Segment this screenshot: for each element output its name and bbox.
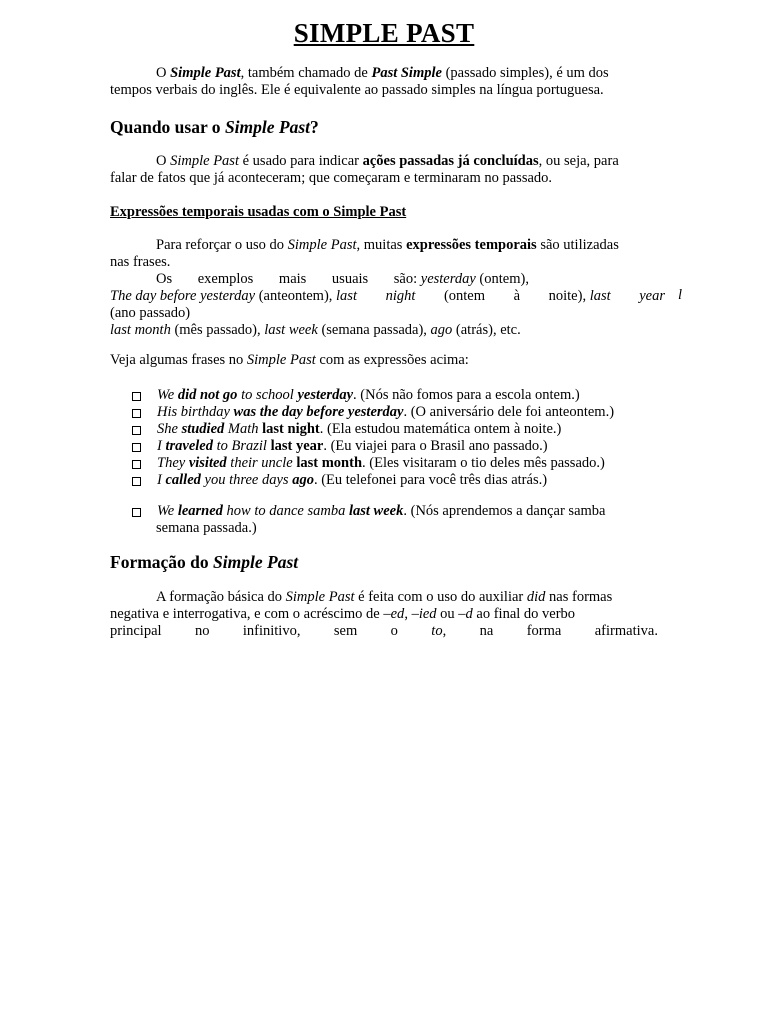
text: their uncle [226, 455, 297, 471]
text: visited [188, 455, 227, 471]
text: principal [110, 623, 162, 639]
text: Simple Past [224, 117, 311, 137]
text: year [639, 288, 665, 304]
text: A formação básica do [156, 589, 286, 605]
checkbox-square-icon [132, 508, 141, 517]
text: infinitivo, [242, 623, 301, 639]
text: Simple Past [170, 153, 239, 169]
examples-intro-line [110, 352, 665, 369]
text: yesterday [420, 271, 476, 287]
text: nas formas [545, 589, 613, 605]
text: forma [526, 623, 562, 639]
text: last week [348, 503, 404, 519]
expr-line-4 [110, 288, 665, 305]
text: (anteontem), [255, 288, 337, 304]
list-item [110, 421, 670, 438]
text: Quando usar o [110, 117, 225, 137]
text: , ou seja, para [538, 153, 619, 169]
text: I [157, 472, 166, 488]
list-item [110, 438, 670, 455]
formation-line-3 [110, 623, 658, 640]
example-text [157, 455, 605, 472]
text: , [442, 623, 447, 639]
text: His birthday [157, 404, 234, 420]
text-group [549, 288, 611, 305]
text: studied [181, 421, 225, 437]
text: –ied [411, 606, 437, 622]
examples-list [110, 387, 670, 489]
text: –d [458, 606, 473, 622]
text: (ontem [443, 288, 486, 304]
expr-line-1 [110, 237, 665, 254]
text: ago [430, 322, 453, 338]
text: to Brazil [212, 438, 271, 454]
text: noite), [548, 288, 590, 304]
text: (atrás), etc. [452, 322, 521, 338]
text: O [156, 65, 171, 81]
text: ago [292, 472, 314, 488]
text: é usado para indicar [238, 153, 363, 169]
text: o [390, 623, 398, 639]
expr-line-3 [110, 271, 529, 288]
text: Simple Past [285, 589, 355, 605]
text: –ed [383, 606, 405, 622]
text: Formação do [110, 552, 214, 572]
text: é feita com o uso do auxiliar [354, 589, 527, 605]
heading-formation [110, 552, 298, 573]
formation-paragraph [110, 589, 658, 640]
example-text [157, 404, 614, 421]
text: . (Eles visitaram o tio deles mês passado.) [362, 455, 605, 471]
expr-line-2: nas frases. [110, 254, 171, 270]
text: Para reforçar o uso do [156, 237, 288, 253]
text: . (Nós não fomos para a escola ontem.) [353, 387, 580, 403]
intro-line-1 [110, 65, 665, 82]
example-text [157, 421, 561, 438]
text: (mês passado), [170, 322, 265, 338]
text-group [394, 271, 529, 288]
expressions-paragraph [110, 237, 665, 339]
text: last month [110, 322, 171, 338]
checkbox-square-icon [132, 477, 141, 486]
example-text [157, 472, 547, 489]
text: was the day before yesterday [233, 404, 404, 420]
text: last year [270, 438, 324, 454]
text: last [589, 288, 611, 304]
text: Simple Past [287, 237, 357, 253]
text: ou [436, 606, 459, 622]
text: afirmativa. [594, 623, 658, 639]
text: (ontem), [475, 271, 529, 287]
text: traveled [165, 438, 213, 454]
text: The day before yesterday [110, 288, 256, 304]
list-item [110, 387, 670, 404]
when-line-2: falar de fatos que já aconteceram; que começaram e terminaram no passado. [110, 170, 553, 186]
heading-when-to-use [110, 117, 319, 138]
checkbox-square-icon [132, 426, 141, 435]
checkbox-square-icon [132, 460, 141, 469]
text-group [431, 623, 446, 640]
example-text [157, 438, 548, 455]
text: sem [333, 623, 358, 639]
text: We [157, 387, 178, 403]
text: Math [224, 421, 263, 437]
checkbox-square-icon [132, 443, 141, 452]
example-text [157, 387, 580, 404]
text: did [526, 589, 546, 605]
text: last month [296, 455, 363, 471]
text: to [431, 623, 443, 639]
text: I [157, 438, 166, 454]
page-title: SIMPLE PAST [293, 18, 475, 48]
formation-line-2 [110, 606, 658, 623]
text: . (O aniversário dele foi anteontem.) [403, 404, 615, 420]
list-item [110, 472, 670, 489]
examples-list-2 [110, 503, 670, 537]
text: last week [264, 322, 318, 338]
intro-line-2: tempos verbais do inglês. Ele é equivalente ao passado simples na língua portuguesa. [110, 82, 604, 98]
expr-line-6 [110, 322, 665, 339]
when-paragraph [110, 153, 665, 187]
text: Simple Past [213, 552, 299, 572]
text: Simple Past [246, 352, 316, 368]
text: na [479, 623, 494, 639]
text: They [157, 455, 189, 471]
text: learned [177, 503, 223, 519]
formation-line-1 [110, 589, 658, 606]
text: last [336, 288, 357, 304]
text: negativa e interrogativa, e com o acréscimo de [110, 606, 384, 622]
text: são: [393, 271, 418, 287]
intro-paragraph [110, 65, 665, 99]
text: são utilizadas [536, 237, 619, 253]
text: expressões temporais [406, 237, 537, 253]
text: , [404, 606, 412, 622]
example-text [157, 503, 605, 520]
text: com as expressões acima: [315, 352, 469, 368]
text: ações passadas já concluídas [362, 153, 539, 169]
text: to school [237, 387, 298, 403]
text: exemplos [197, 271, 254, 287]
text: called [165, 472, 201, 488]
stray-character: l [678, 287, 683, 303]
text: We [157, 503, 178, 519]
text: She [157, 421, 182, 437]
when-line-1 [110, 153, 665, 170]
text: ? [310, 117, 319, 137]
text: . (Eu telefonei para você três dias atrás.) [313, 472, 548, 488]
term-past-simple: Past Simple [371, 65, 442, 81]
text: (passado simples), é um dos [441, 65, 609, 81]
text: . (Ela estudou matemática ontem à noite.) [319, 421, 562, 437]
text: (semana passada), [317, 322, 431, 338]
example-continuation: semana passada.) [156, 520, 257, 536]
text: à [513, 288, 521, 304]
text: did not go [177, 387, 238, 403]
examples-intro [110, 352, 665, 369]
text: ao final do verbo [472, 606, 576, 622]
text: Os [156, 271, 173, 287]
text: . (Eu viajei para o Brasil ano passado.) [323, 438, 548, 454]
expr-line-5: (ano passado) [110, 305, 191, 321]
term-simple-past: Simple Past [170, 65, 241, 81]
text: how to dance samba [222, 503, 349, 519]
text: , também chamado de [240, 65, 372, 81]
text-group [110, 288, 357, 305]
list-item [110, 455, 670, 472]
text: O [156, 153, 171, 169]
list-item [110, 404, 670, 421]
text: yesterday [297, 387, 354, 403]
heading-time-expressions: Expressões temporais usadas com o Simple Past [110, 204, 407, 220]
text: mais [278, 271, 307, 287]
text: you three days [200, 472, 293, 488]
list-item [110, 503, 670, 520]
text: , muitas [356, 237, 407, 253]
text: last night [262, 421, 320, 437]
text: night [385, 288, 416, 304]
text: usuais [331, 271, 369, 287]
checkbox-square-icon [132, 392, 141, 401]
text: Veja algumas frases no [110, 352, 247, 368]
text: . (Nós aprendemos a dançar samba [403, 503, 606, 519]
text: no [194, 623, 210, 639]
checkbox-square-icon [132, 409, 141, 418]
